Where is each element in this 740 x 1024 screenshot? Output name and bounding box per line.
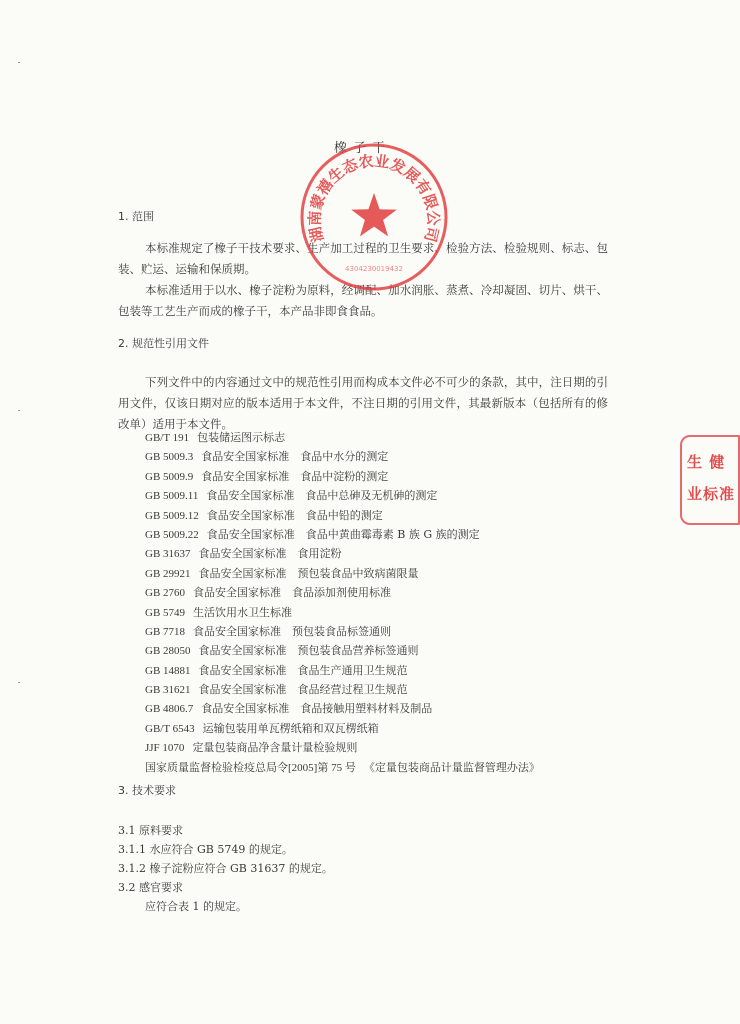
reference-item [145, 447, 540, 466]
reference-item [145, 428, 540, 447]
reference-code: GB 5009.3 [145, 451, 194, 464]
reference-code: GB 14881 [145, 664, 191, 677]
reference-title: 食品安全国家标准 预包装食品营养标签通则 [198, 644, 419, 658]
reference-code: GB 5009.22 [145, 528, 199, 541]
reference-item [145, 719, 540, 738]
reference-item [145, 758, 540, 777]
reference-item [145, 525, 540, 544]
reference-title: 《定量包装商品计量监督管理办法》 [363, 760, 540, 774]
scan-mark [18, 62, 20, 63]
reference-title: 食品安全国家标准 食用淀粉 [198, 547, 342, 561]
reference-title: 食品安全国家标准 食品添加剂使用标准 [193, 586, 392, 600]
section-3-2: 3.2 感官要求 [118, 881, 183, 894]
reference-item [145, 699, 540, 718]
reference-item [145, 622, 540, 641]
reference-title: 包装储运图示标志 [197, 431, 286, 444]
seal-number: 4304230019432 [345, 265, 403, 273]
reference-title: 食品安全国家标准 食品生产通用卫生规范 [198, 663, 408, 677]
section-3-1: 3.1 原料要求 [118, 824, 183, 837]
reference-title: 食品安全国家标准 食品中黄曲霉毒素 B 族 G 族的测定 [206, 527, 480, 541]
side-seal [678, 435, 736, 527]
reference-item [145, 544, 540, 563]
scan-mark [18, 682, 20, 683]
reference-code: JJF 1070 [145, 742, 185, 755]
reference-code: GB 7718 [145, 625, 186, 638]
scope-paragraph-1: 本标准规定了橡子干技术要求、生产加工过程的卫生要求、检验方法、检验规则、标志、包装、贮运、运输和保质期。 [118, 241, 608, 276]
reference-title: 食品安全国家标准 食品中淀粉的测定 [201, 469, 389, 483]
section-3-heading: 3. 技术要求 [118, 784, 176, 797]
reference-item [145, 467, 540, 486]
reference-item [145, 661, 540, 680]
document-title: 橡子干 [334, 141, 392, 156]
reference-code: GB 28050 [145, 645, 191, 658]
reference-title: 运输包装用单瓦楞纸箱和双瓦楞纸箱 [202, 721, 379, 735]
section-3-2-text: 应符合表 1 的规定。 [145, 900, 247, 913]
scan-mark [18, 410, 20, 411]
reference-code: GB/T 191 [145, 432, 190, 444]
company-seal [298, 141, 450, 293]
reference-code: 国家质量监督检验检疫总局令[2005]第 75 号 [145, 761, 356, 774]
section-2-heading: 2. 规范性引用文件 [118, 337, 209, 350]
reference-title: 食品安全国家标准 食品接触用塑料材料及制品 [201, 702, 433, 716]
reference-code: GB 2760 [145, 587, 186, 600]
reference-title: 生活饮用水卫生标准 [193, 605, 293, 619]
reference-code: GB 5009.12 [145, 509, 199, 522]
reference-code: GB 4806.7 [145, 703, 194, 716]
section-1-heading: 1. 范围 [118, 210, 154, 223]
side-seal-line-2: 业标准 [687, 485, 736, 503]
references-intro: 下列文件中的内容通过文中的规范性引用而构成本文件必不可少的条款，其中，注日期的引用文件，仅该日期对应的版本适用于本文件，不注日期的引用文件，其最新版本（包括所有的修改单）适用于本文件。 [118, 375, 608, 431]
section-3-1-2: 3.1.2 橡子淀粉应符合 GB 31637 的规定。 [118, 862, 333, 875]
reference-list [145, 428, 540, 777]
seal-org-name: 湖南蒙禧生态农业发展有限公司 [305, 151, 443, 244]
reference-title: 食品安全国家标准 食品中水分的测定 [201, 450, 389, 464]
seal-star-icon [351, 193, 397, 236]
reference-item [145, 486, 540, 505]
reference-code: GB 31621 [145, 684, 191, 697]
reference-title: 食品安全国家标准 食品经营过程卫生规范 [198, 683, 408, 697]
reference-code: GB 5009.9 [145, 470, 194, 483]
reference-code: GB 31637 [145, 548, 191, 561]
section-3-1-1: 3.1.1 水应符合 GB 5749 的规定。 [118, 843, 293, 856]
reference-item [145, 506, 540, 525]
reference-item [145, 583, 540, 602]
reference-code: GB 5009.11 [145, 490, 199, 503]
reference-title: 食品安全国家标准 预包装食品中致病菌限量 [198, 566, 419, 580]
reference-code: GB 29921 [145, 567, 191, 580]
scope-paragraph-2: 本标准适用于以水、橡子淀粉为原料，经调配、加水润胀、蒸煮、冷却凝固、切片、烘干、包装等工艺生产而成的橡子干，本产品非即食食品。 [118, 283, 608, 318]
side-seal-line-1: 生 健 [687, 453, 726, 471]
reference-title: 食品安全国家标准 食品中总砷及无机砷的测定 [206, 489, 438, 503]
reference-title: 定量包装商品净含量计量检验规则 [192, 741, 358, 755]
reference-code: GB 5749 [145, 606, 186, 619]
reference-title: 食品安全国家标准 食品中铅的测定 [206, 508, 383, 522]
reference-item [145, 738, 540, 757]
reference-title: 食品安全国家标准 预包装食品标签通则 [193, 624, 392, 638]
reference-item [145, 641, 540, 660]
reference-item [145, 603, 540, 622]
reference-item [145, 680, 540, 699]
reference-item [145, 564, 540, 583]
reference-code: GB/T 6543 [145, 722, 195, 735]
